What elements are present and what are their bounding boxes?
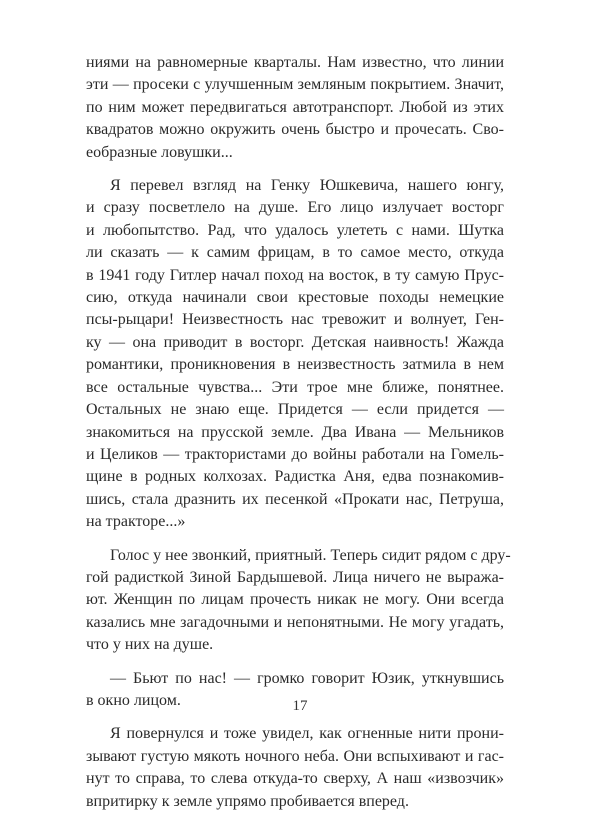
text-line: ли сказать — к самим фрицам, в то самое место, откуда: [86, 244, 504, 262]
paragraph-3: [86, 545, 511, 657]
text-line: Остальных не знаю еще. Придется — если придется —: [86, 401, 504, 419]
text-line: шись, стала дразнить их песенкой «Прокати нас, Петруша,: [86, 490, 504, 508]
text-line: Голос у нее звонкий, приятный. Теперь сидит рядом с дру-: [110, 546, 511, 564]
text-line: и любопытство. Рад, что удалось улететь с нами. Шутка: [86, 221, 504, 239]
text-line: сию, откуда начинали свои крестовые походы немецкие: [86, 289, 504, 307]
paragraph-5: [86, 723, 504, 813]
text-line: Я повернулся и тоже увидел, как огненные нити прони-: [110, 725, 504, 743]
text-line: псы-рыцари! Неизвестность нас тревожит и волнует, Ген-: [86, 311, 504, 329]
text-line: ют. Женщин по лицам прочесть никак не могу. Они всегда: [86, 591, 504, 609]
text-line: в 1941 году Гитлер начал поход на восток, в ту самую Прус-: [86, 266, 504, 284]
text-line: на тракторе...»: [86, 513, 186, 531]
text-line: Я перевел взгляд на Генку Юшкевича, нашего юнгу,: [110, 177, 504, 195]
text-line: и сразу посветлело на душе. Его лицо излучает восторг: [86, 199, 504, 217]
text-line: гой радисткой Зиной Бардышевой. Лица ничего не выража-: [86, 568, 504, 586]
text-line: эти — просеки с улучшенным земляным покрытием. Значит,: [86, 76, 504, 94]
text-line: еобразные ловушки...: [86, 143, 233, 161]
text-line: ниями на равномерные кварталы. Нам известно, что линии: [86, 54, 504, 71]
text-line: щине в родных колхозах. Радистка Аня, едва познакомив-: [86, 468, 504, 486]
text-line: казались мне загадочными и непонятными. Не могу угадать,: [86, 613, 504, 631]
text-line: в окно лицом.: [86, 691, 181, 709]
text-line: квадратов можно окружить очень быстро и прочесать. Сво-: [86, 121, 504, 139]
text-line: все остальные чувства... Эти трое мне ближе, понятнее.: [86, 378, 504, 396]
text-line: что у них на душе.: [86, 636, 214, 654]
paragraph-2: [86, 175, 504, 534]
page-number: 17: [292, 698, 308, 714]
text-line: ку — она приводит в восторг. Детская наивность! Жажда: [86, 333, 504, 351]
text-line: по ним может передвигаться автотранспорт. Любой из этих: [86, 98, 504, 116]
text-line: впритирку к земле упрямо пробивается вперед.: [86, 792, 409, 810]
text-line: нут то справа, то слева откуда-то сверху, А наш «извозчик»: [86, 770, 504, 788]
paragraph-1: [86, 52, 504, 164]
text-line: зывают густую мякоть ночного неба. Они вспыхивают и гас-: [86, 747, 504, 765]
text-line: романтики, проникновения в неизвестность затмила в нем: [86, 356, 504, 374]
text-line: знакомиться на прусской земле. Два Ивана — Мельников: [86, 423, 504, 441]
text-line: — Бьют по нас! — громко говорит Юзик, уткнувшись: [110, 669, 504, 687]
text-line: и Целиков — трактористами до войны работали на Гомель-: [86, 445, 504, 463]
